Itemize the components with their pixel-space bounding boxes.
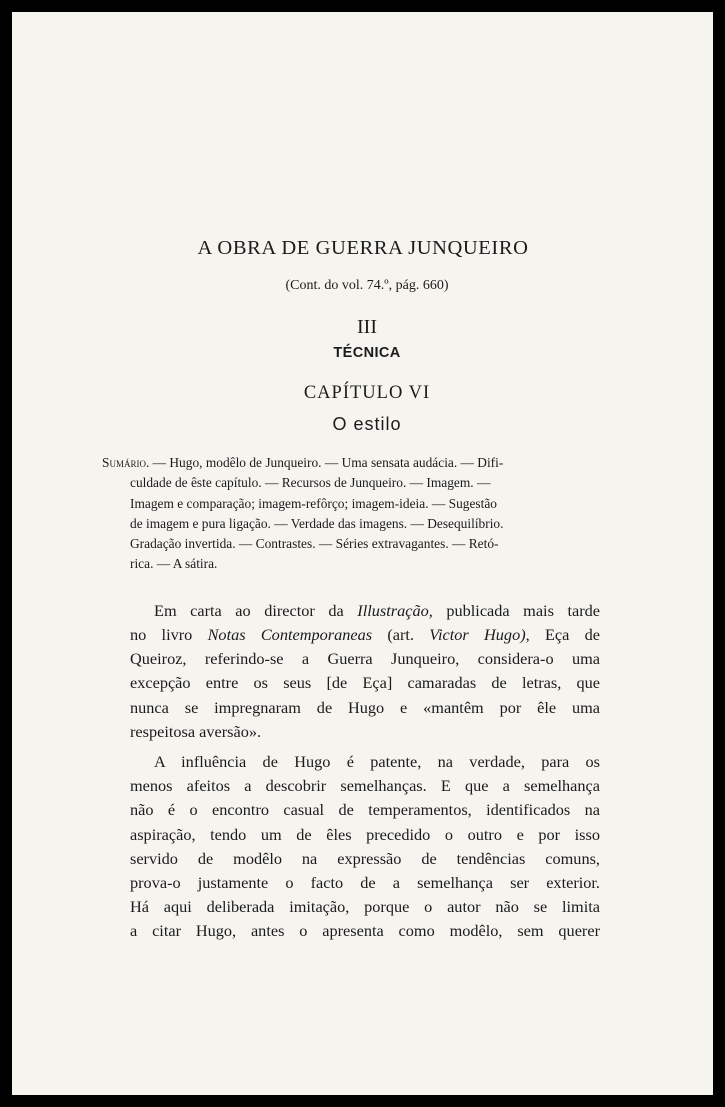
- text-line: prova-o justamente o facto de a semelhança ser exterior.: [130, 873, 600, 893]
- body-text: [130, 599, 600, 944]
- chapter-summary: [102, 453, 602, 575]
- text-line: menos afeitos a descobrir semelhanças. E que a semelhança: [130, 776, 600, 796]
- text-line: excepção entre os seus [de Eça] camaradas de letras, que: [130, 673, 600, 693]
- text-line: servido de modêlo na expressão de tendências comuns,: [130, 848, 600, 868]
- paragraph-1: [130, 599, 600, 744]
- paragraph-2: [130, 750, 600, 944]
- section-heading: TÉCNICA: [333, 345, 401, 361]
- text-line: Em carta ao director da Illustração, publicada mais tarde: [154, 600, 600, 620]
- text-line: A influência de Hugo é patente, na verdade, para os: [154, 752, 600, 771]
- summary-text: — Hugo, modêlo de Junqueiro. — Uma sensata audácia. — Difi-: [149, 455, 504, 470]
- summary-line: rica. — A sátira.: [130, 556, 218, 572]
- summary-label: Sumário.: [102, 455, 150, 470]
- text-line: no livro Notas Contemporaneas (art. Victor Hugo), Eça de: [130, 624, 600, 644]
- summary-line: Imagem e comparação; imagem-refôrço; imagem-ideia. — Sugestão: [130, 495, 497, 511]
- text-line: a citar Hugo, antes o apresenta como modêlo, sem querer: [130, 921, 600, 941]
- chapter-heading: CAPÍTULO VI: [303, 383, 431, 403]
- continuation-note: (Cont. do vol. 74.º, pág. 660): [285, 278, 449, 293]
- text-line: Queiroz, referindo-se a Guerra Junqueiro, considera-o uma: [130, 649, 600, 669]
- text-line: respeitosa aversão».: [130, 721, 262, 741]
- text-line: aspiração, tendo um de êles precedido o outro e por isso: [130, 824, 600, 844]
- summary-line: [102, 453, 602, 473]
- text-line: nunca se impregnaram de Hugo e «mantêm por êle uma: [130, 697, 600, 717]
- text-line: Há aqui deliberada imitação, porque o autor não se limita: [130, 897, 600, 917]
- chapter-title: O estilo: [332, 414, 402, 434]
- book-page: [12, 12, 713, 1095]
- article-title: A OBRA DE GUERRA JUNQUEIRO: [197, 237, 529, 259]
- summary-line: culdade de êste capítulo. — Recursos de Junqueiro. — Imagem. —: [130, 475, 491, 491]
- text-line: não é o encontro casual de temperamentos, identificados na: [130, 800, 600, 820]
- page-content: [102, 237, 602, 944]
- summary-line: de imagem e pura ligação. — Verdade das imagens. — Desequilíbrio.: [130, 515, 504, 531]
- part-number: III: [357, 316, 377, 338]
- summary-line: Gradação invertida. — Contrastes. — Séries extravagantes. — Retó-: [130, 536, 499, 552]
